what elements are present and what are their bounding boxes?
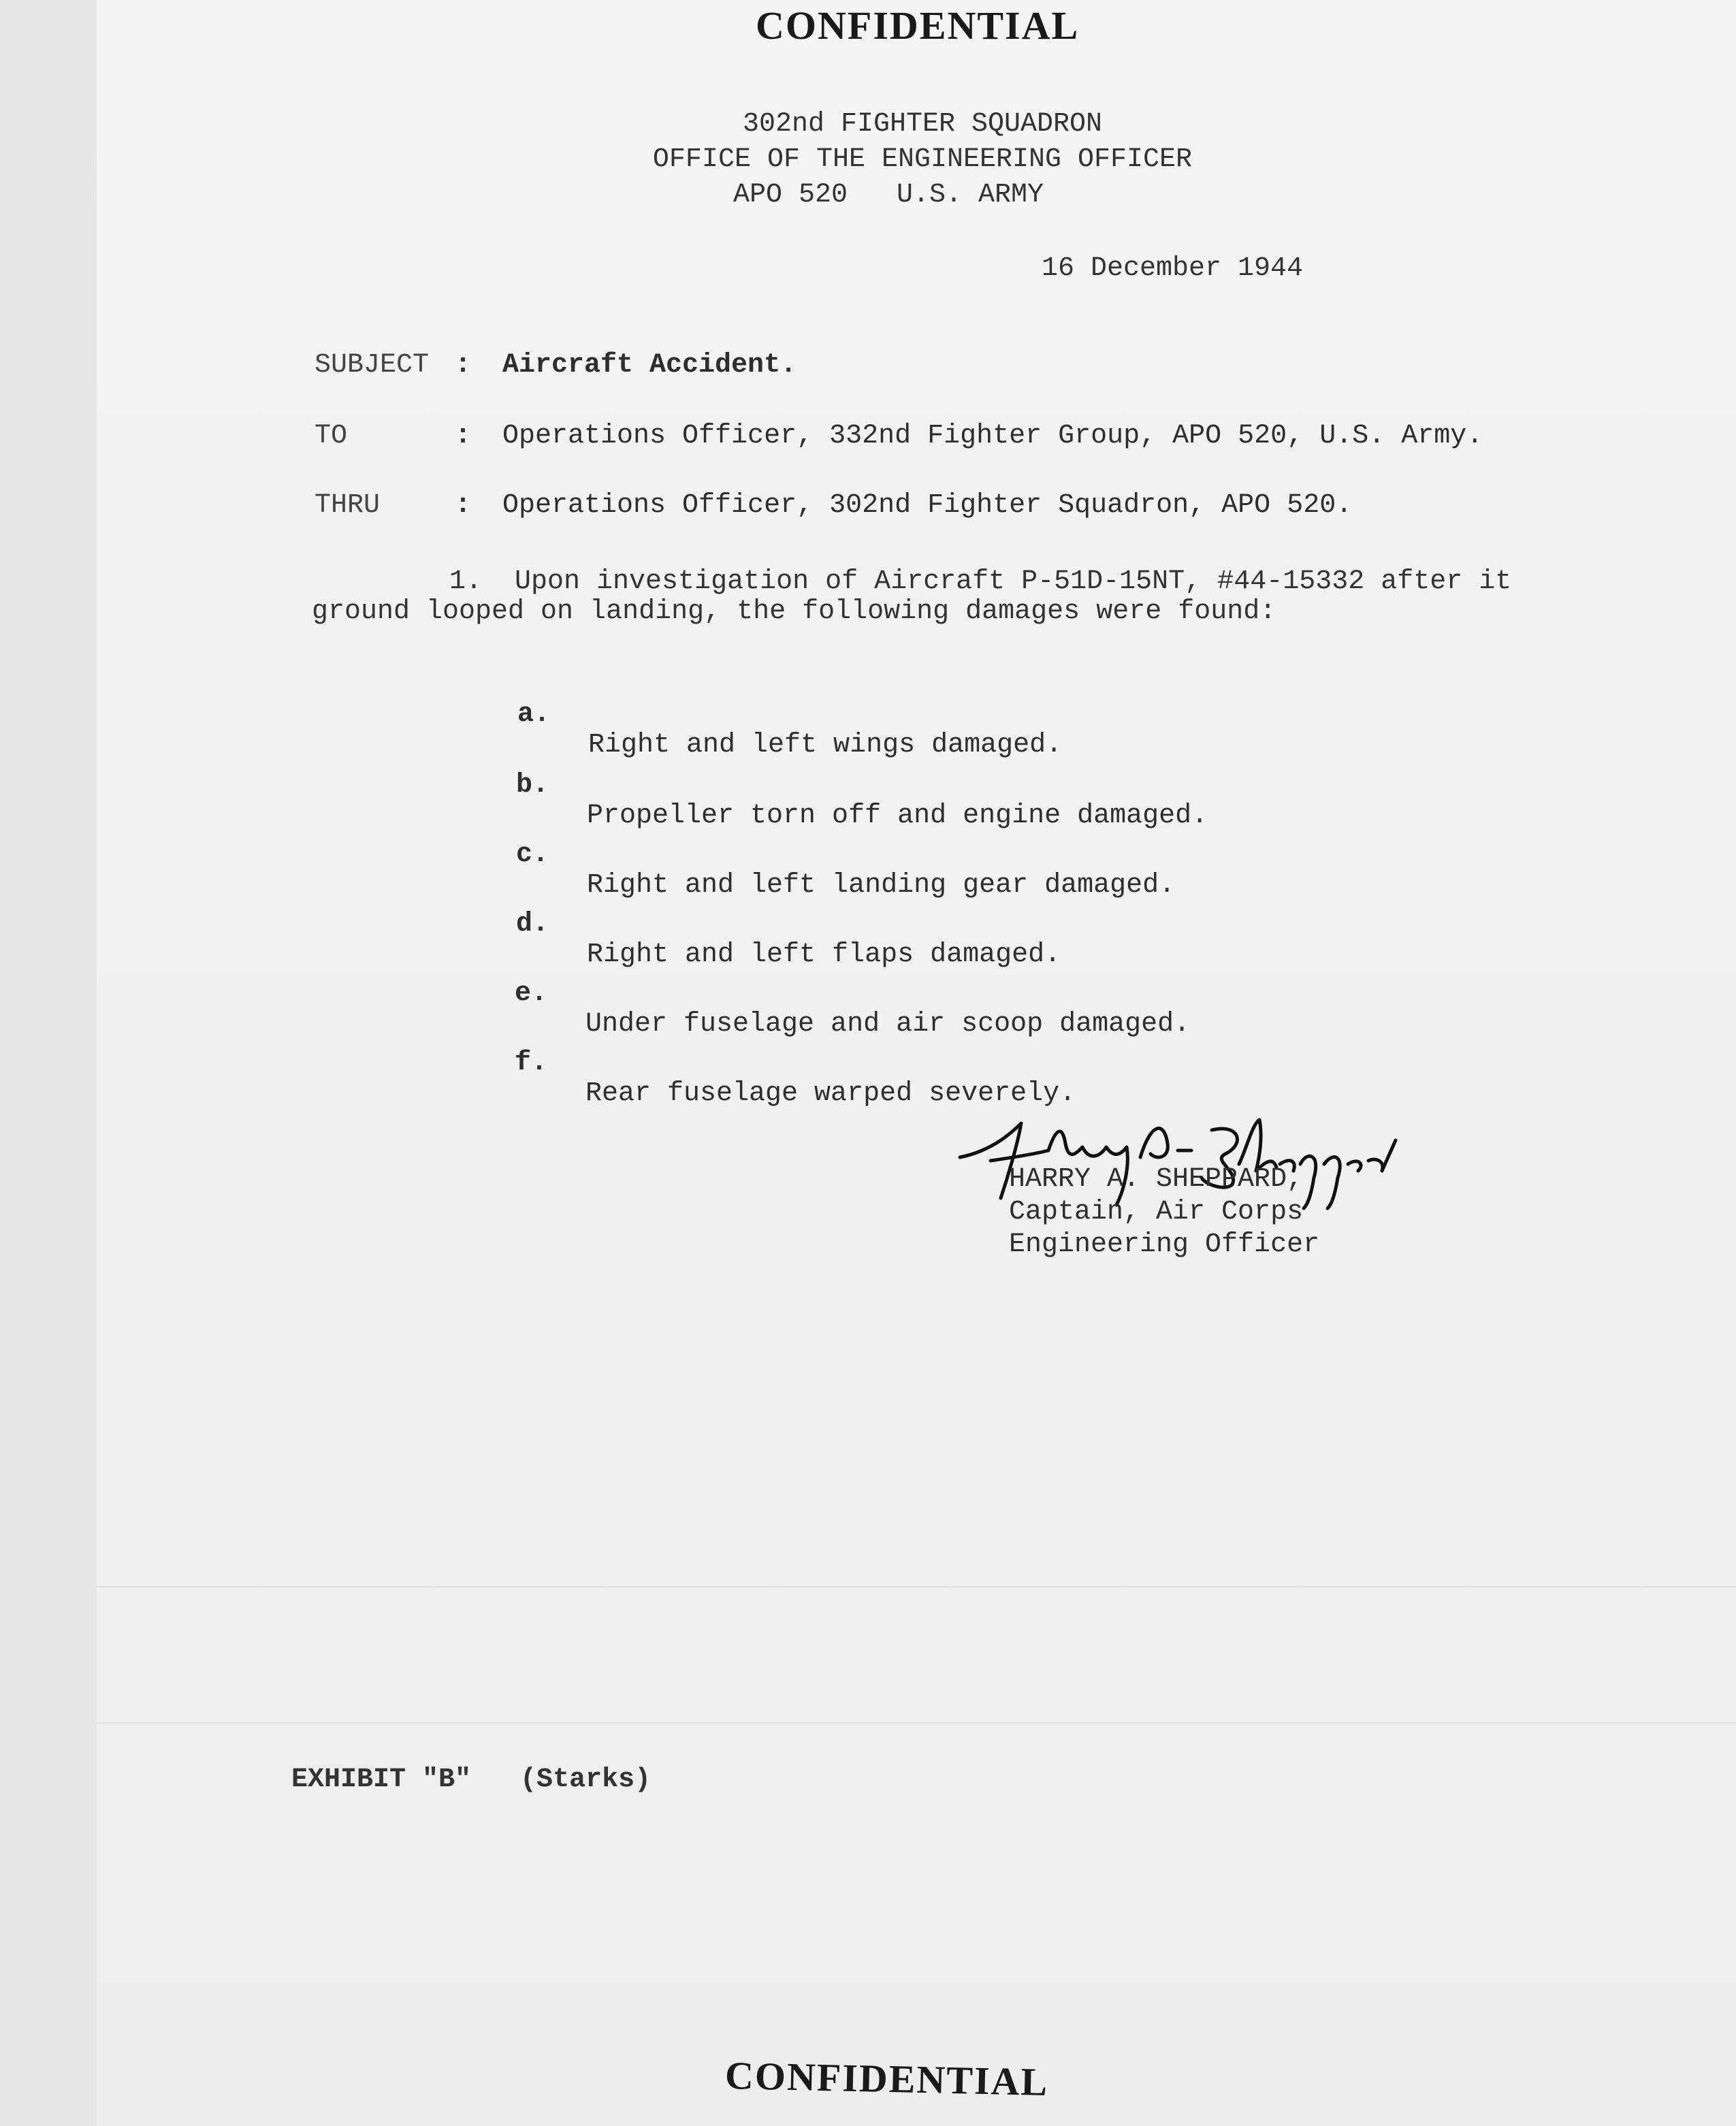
item-key: d.: [516, 909, 549, 939]
thru-colon: :: [455, 490, 472, 521]
fold-line: [97, 1722, 1736, 1724]
confidential-stamp-bottom: CONFIDENTIAL: [724, 2053, 1049, 2104]
letterhead-office: OFFICE OF THE ENGINEERING OFFICER: [652, 144, 1193, 175]
signatory-rank: Captain, Air Corps: [1009, 1197, 1304, 1227]
item-text: Under fuselage and air scoop damaged.: [585, 1009, 1191, 1040]
thru-label: THRU: [315, 490, 381, 521]
item-text: Right and left landing gear damaged.: [587, 870, 1176, 901]
item-key: a.: [517, 699, 551, 730]
exhibit-label: EXHIBIT "B" (Starks): [291, 1765, 652, 1795]
to-label: TO: [315, 421, 348, 451]
item-text: Right and left flaps damaged.: [587, 939, 1061, 970]
signatory-title: Engineering Officer: [1009, 1229, 1320, 1260]
to-colon: :: [455, 421, 472, 451]
document-page: [97, 0, 1736, 2126]
subject-label: SUBJECT: [315, 350, 430, 381]
to-row: [0, 421, 1736, 455]
paragraph-line-1: 1. Upon investigation of Aircraft P-51D-15NT, #44-15332 after it: [449, 566, 1512, 597]
paragraph-line-2: ground looped on landing, the following damages were found:: [312, 596, 1276, 627]
subject-row: [0, 350, 1736, 384]
item-key: b.: [516, 770, 549, 801]
item-key: f.: [515, 1048, 548, 1078]
item-key: e.: [515, 978, 548, 1009]
item-text: Rear fuselage warped severely.: [585, 1078, 1076, 1109]
subject-value: Aircraft Accident.: [502, 350, 797, 381]
confidential-stamp-top: CONFIDENTIAL: [756, 3, 1080, 48]
letterhead-address: APO 520 U.S. ARMY: [733, 180, 1044, 210]
handwritten-signature: [953, 1103, 1402, 1212]
item-key: c.: [516, 839, 549, 870]
to-value: Operations Officer, 332nd Fighter Group, APO 520, U.S. Army.: [502, 421, 1483, 451]
letterhead-unit: 302nd FIGHTER SQUADRON: [742, 109, 1103, 140]
signatory-name: HARRY A. SHEPPARD,: [1009, 1164, 1304, 1195]
subject-colon: :: [455, 350, 472, 381]
thru-row: [0, 490, 1736, 524]
fold-line: [97, 1586, 1736, 1588]
item-text: Propeller torn off and engine damaged.: [587, 801, 1208, 831]
thru-value: Operations Officer, 302nd Fighter Squadron, APO 520.: [502, 490, 1353, 521]
document-date: 16 December 1944: [1042, 253, 1304, 284]
item-text: Right and left wings damaged.: [588, 730, 1063, 760]
